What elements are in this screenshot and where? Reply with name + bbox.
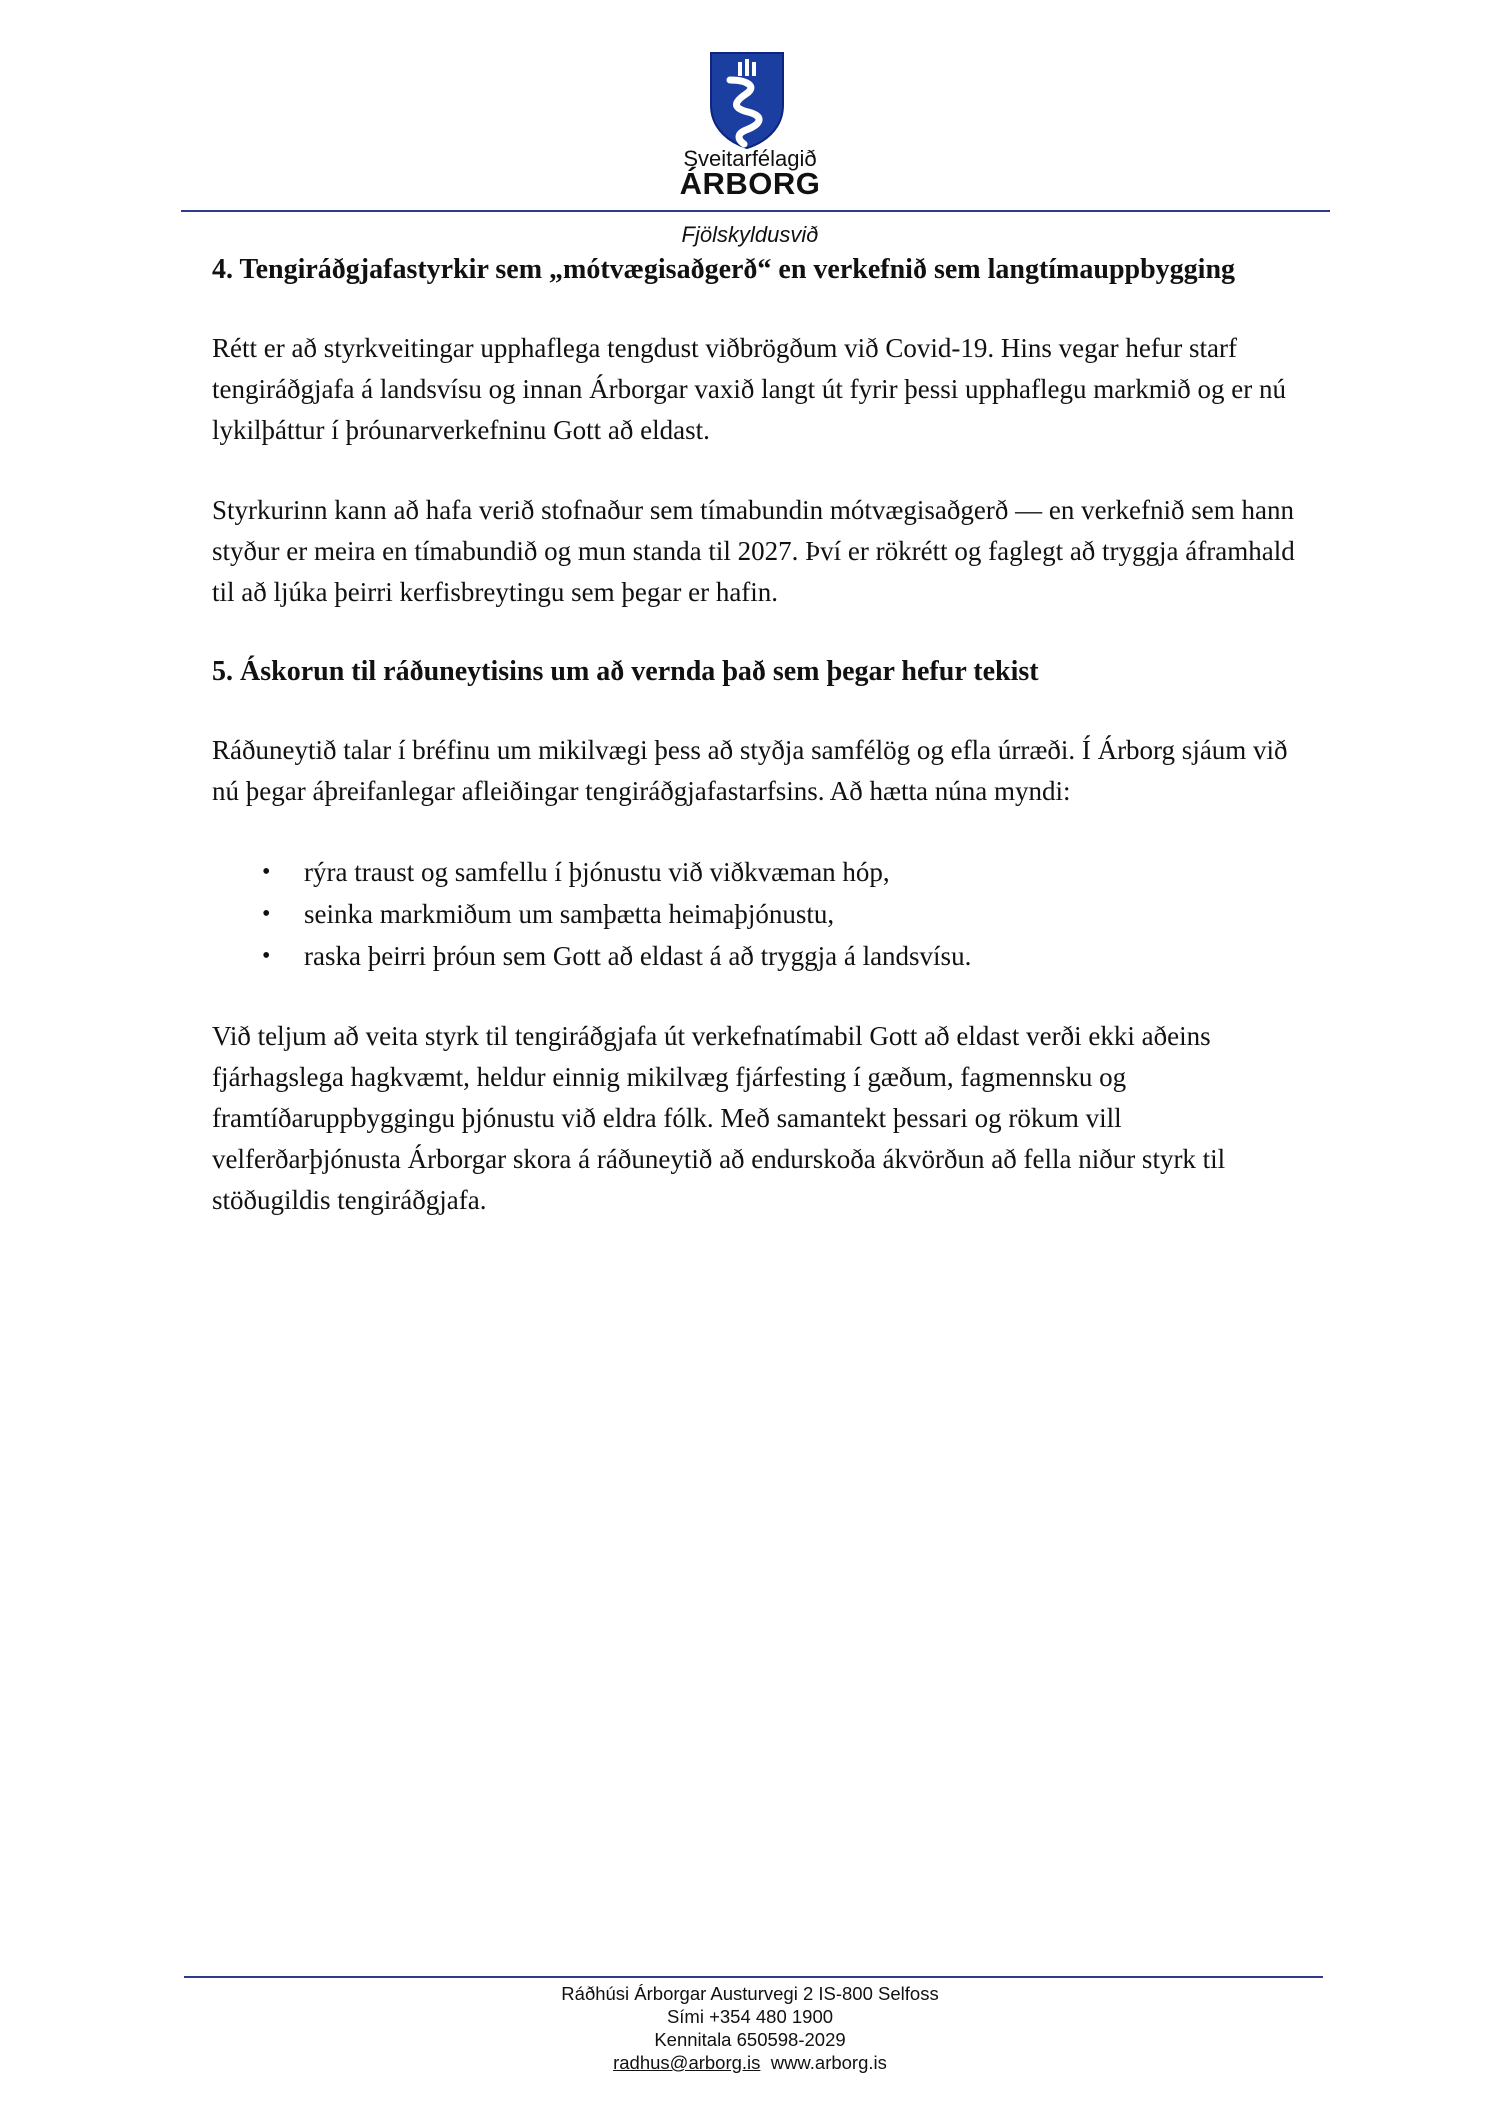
bullet-icon: •	[262, 901, 271, 927]
org-prefix: Sveitarfélagið	[683, 146, 817, 171]
section-4-paragraph-1: Rétt er að styrkveitingar upphaflega tengdust viðbrögðum við Covid-19. Hins vegar hefur starf tengiráðgjafa á landsvísu og innan Árborgar vaxið langt út fyrir þessi upphaflegu markmið og er nú lykilþáttur í þróunarverkefninu Gott að eldast.	[212, 333, 1286, 445]
list-item: • seinka markmiðum um samþætta heimaþjónustu,	[212, 893, 1442, 935]
email-link[interactable]: radhus@arborg.is	[613, 2052, 761, 2073]
org-name: ÁRBORG	[679, 166, 821, 201]
footer-phone: Sími +354 480 1900	[666, 2006, 834, 2027]
footer-contact	[450, 2051, 1050, 2074]
department-label: Fjölskyldusvið	[681, 222, 819, 247]
footer-kennitala: Kennitala 650598-2029	[654, 2029, 846, 2050]
bullet-icon: •	[262, 943, 271, 969]
arborg-coat-of-arms-icon	[708, 50, 786, 150]
header-divider	[181, 210, 1330, 212]
footer	[450, 1982, 1050, 2074]
closing-paragraph: Við teljum að veita styrk til tengiráðgjafa út verkefnatímabil Gott að eldast verði ekki aðeins fjárhagslega hagkvæmt, heldur einnig mikilvæg fjárfesting í gæðum, fagmennsku og framtíðaruppbyggingu þjónustu við eldra fólk. Með samantekt þessari og rökum vill velferðarþjónusta Árborgar skora á ráðuneytið að endurskoða ákvörðun að fella niður styrk til stöðugildis tengiráðgjafa.	[212, 1021, 1226, 1215]
section-4-paragraph-2: Styrkurinn kann að hafa verið stofnaður sem tímabundin mótvægisaðgerð — en verkefnið sem hann styður er meira en tímabundið og mun standa til 2027. Því er rökrétt og faglegt að tryggja áframhald til að ljúka þeirri kerfisbreytingu sem þegar er hafin.	[212, 495, 1295, 607]
footer-divider	[184, 1976, 1323, 1978]
website-link[interactable]: www.arborg.is	[770, 2052, 887, 2073]
letterhead	[0, 0, 1500, 250]
footer-address: Ráðhúsi Árborgar Austurvegi 2 IS-800 Selfoss	[561, 1983, 939, 2004]
section-5-heading: 5. Áskorun til ráðuneytisins um að vernda það sem þegar hefur tekist	[212, 656, 1039, 687]
consequence-list	[212, 851, 1442, 977]
section-5-intro: Ráðuneytið talar í bréfinu um mikilvægi þess að styðja samfélög og efla úrræði. Í Árborg sjáum við nú þegar áþreifanlegar afleiðingar tengiráðgjafastarfsins. Að hætta núna myndi:	[212, 735, 1288, 806]
list-item: • rýra traust og samfellu í þjónustu við viðkvæman hóp,	[212, 851, 1442, 893]
bullet-icon: •	[262, 859, 271, 885]
letter-body	[212, 250, 1442, 1221]
list-item: • raska þeirri þróun sem Gott að eldast á að tryggja á landsvísu.	[212, 935, 1442, 977]
section-4-heading: 4. Tengiráðgjafastyrkir sem „mótvægisaðgerð“ en verkefnið sem langtímauppbygging	[212, 254, 1236, 285]
